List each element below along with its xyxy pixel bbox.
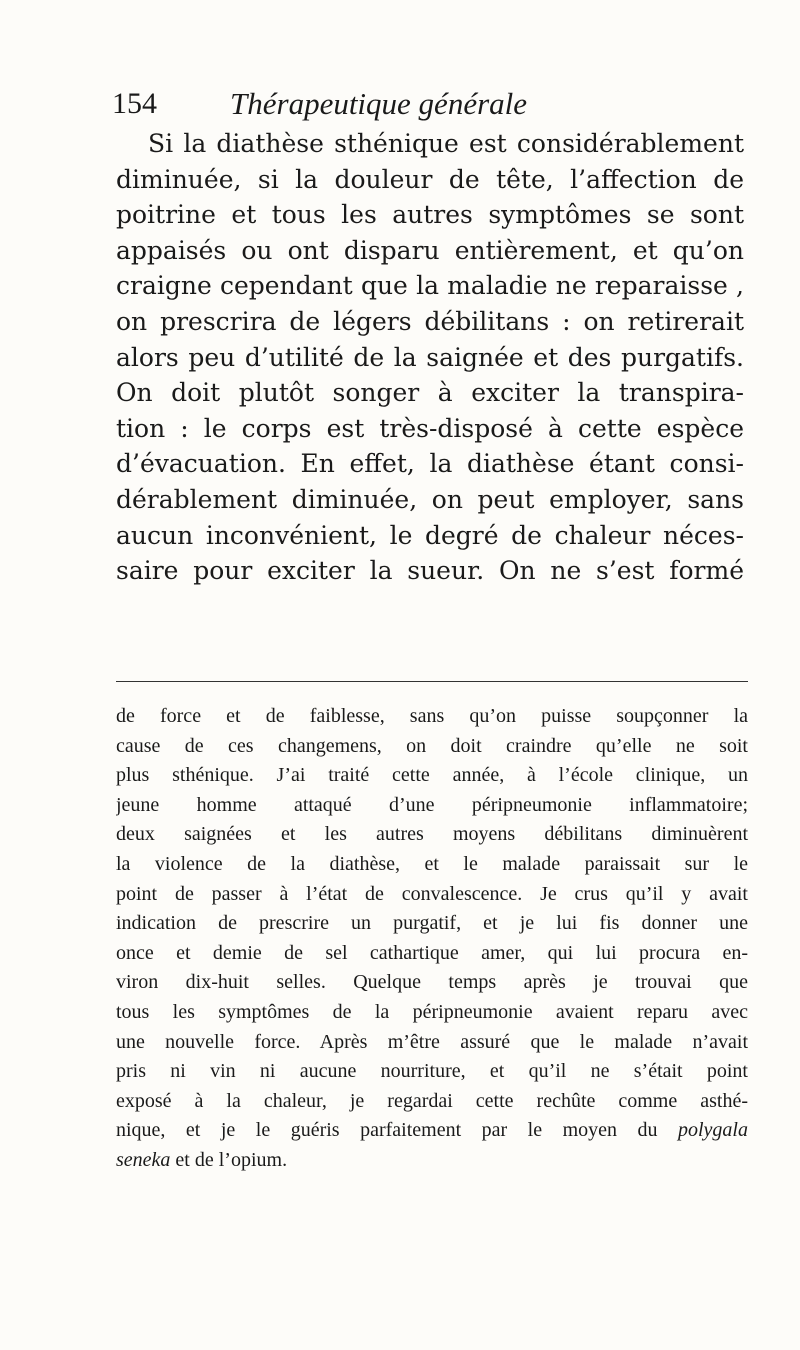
footnote-line: point de passer à l’état de convalescence. Je crus qu’il y avait: [116, 882, 748, 905]
text-line: on prescrira de légers débilitans : on retirerait: [116, 306, 744, 336]
text-line: tion : le corps est très-disposé à cette espèce: [116, 413, 744, 443]
footnote-line: [116, 1087, 748, 1117]
text-line: appaisés ou ont disparu entièrement, et qu’on: [116, 235, 744, 265]
footnote-line: viron dix-huit selles. Quelque temps après je trouvai que: [116, 971, 748, 994]
text-line: On doit plutôt songer à exciter la transpira-: [116, 378, 744, 408]
text-line: poitrine et tous les autres symptômes se sont: [116, 200, 744, 230]
footnote-line-text: et de l’opium.: [170, 1148, 288, 1171]
footnote-line: deux saignées et les autres moyens débilitans diminuèrent: [116, 823, 748, 846]
text-line: d’évacuation. En effet, la diathèse étant consi-: [116, 449, 744, 479]
footnote-line: plus sthénique. J’ai traité cette année, à l’école clinique, un: [116, 764, 748, 787]
footnote-line: pris ni vin ni aucune nourriture, et qu’il ne s’était point: [116, 1060, 748, 1083]
running-header: [112, 84, 752, 124]
running-title: Thérapeutique générale: [230, 86, 528, 121]
footnote-divider: [116, 681, 748, 682]
footnote-line: cause de ces changemens, on doit craindre qu’elle ne soit: [116, 734, 748, 757]
footnote-line: [116, 1116, 748, 1146]
footnote-line: de force et de faiblesse, sans qu’on puisse soupçonner la: [116, 705, 748, 727]
text-line: craigne cependant que la maladie ne reparaisse ,: [116, 271, 744, 301]
text-line: alors peu d’utilité de la saignée et des purgatifs.: [116, 342, 744, 372]
footnote-line: une nouvelle force. Après m’être assuré que le malade n’avait: [116, 1030, 748, 1053]
page-number: 154: [112, 87, 157, 120]
text-line: dérablement diminuée, on peut employer, sans: [116, 484, 744, 514]
footnote-line-text: nique, et je le guéris parfaitement par le moyen du: [116, 1119, 658, 1142]
footnote-line: jeune homme attaqué d’une péripneumonie inflammatoire;: [116, 793, 748, 816]
text-line: diminuée, si la douleur de tête, l’affection de: [116, 164, 744, 194]
footnote-italic-term: seneka: [116, 1148, 171, 1171]
text-line: saire pour exciter la sueur. On ne s’est formé: [116, 556, 744, 586]
footnote-line: once et demie de sel cathartique amer, qui lui procura en-: [116, 941, 748, 964]
footnote-line: [116, 1146, 748, 1176]
text-line: aucun inconvénient, le degré de chaleur néces-: [116, 520, 744, 550]
footnote-line: indication de prescrire un purgatif, et je lui fis donner une: [116, 912, 748, 935]
footnote-line: la violence de la diathèse, et le malade paraissait sur le: [116, 852, 748, 875]
text-line: Si la diathèse sthénique est considérablement: [148, 129, 744, 158]
footnote-block: [116, 702, 748, 1176]
footnote-italic-term: polygala: [678, 1119, 748, 1142]
footnote-line: tous les symptômes de la péripneumonie avaient reparu avec: [116, 1000, 748, 1023]
footnote-line-text: exposé à la chaleur, je regardai cette rechûte comme asthé-: [116, 1089, 748, 1112]
main-text-block: [116, 126, 744, 589]
